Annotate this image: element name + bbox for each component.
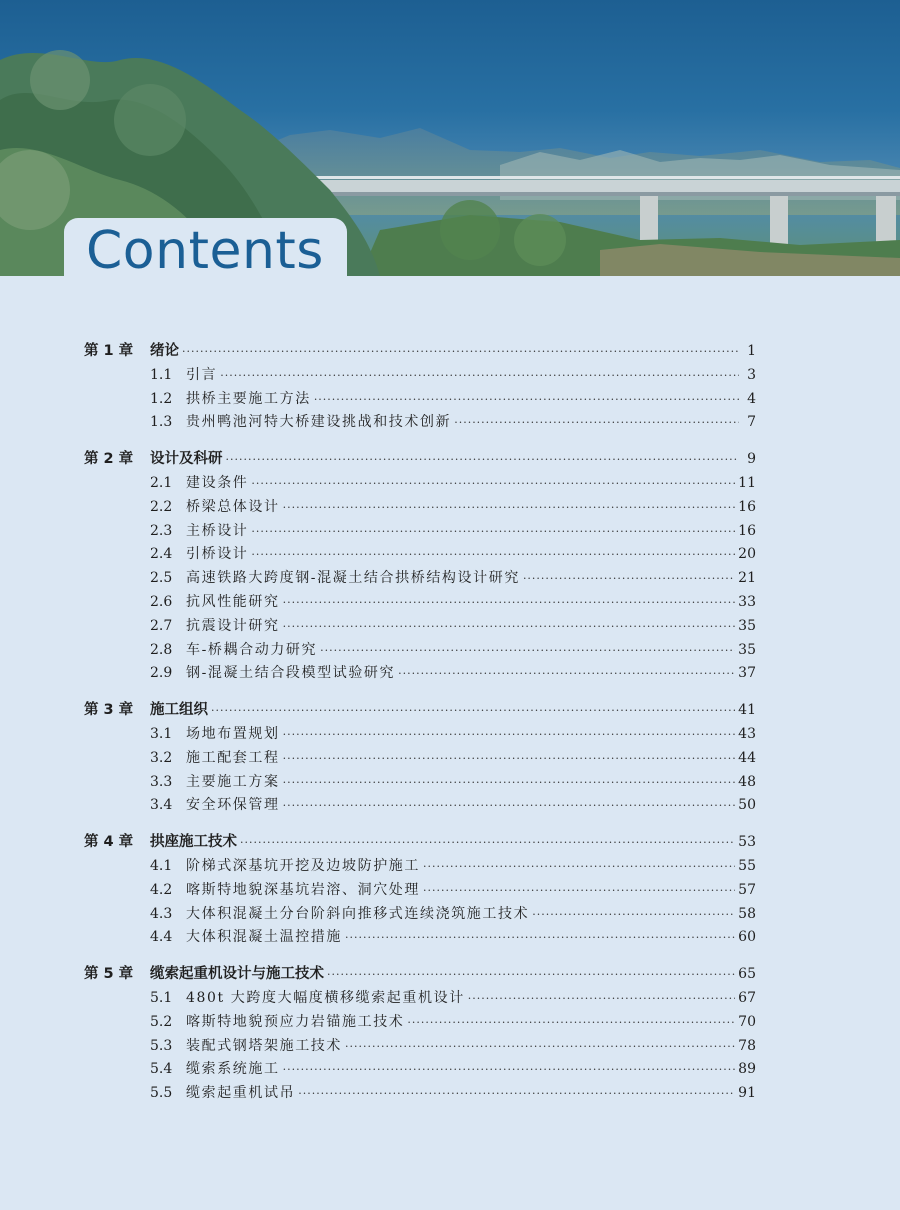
section-number: 5.1 — [150, 989, 173, 1006]
section-title: 桥梁总体设计 — [186, 498, 280, 515]
section-entry[interactable] — [84, 1035, 756, 1059]
section-entry[interactable] — [84, 879, 756, 903]
page-number: 20 — [738, 546, 756, 563]
page-number: 16 — [738, 522, 756, 539]
section-title: 引言 — [186, 366, 218, 383]
section-number: 5.5 — [150, 1085, 173, 1102]
page-number: 11 — [738, 474, 756, 491]
leader-dots — [240, 831, 735, 855]
section-entry[interactable] — [84, 794, 756, 818]
section-entry[interactable] — [84, 747, 756, 771]
section-title: 大体积混凝土分台阶斜向推移式连续浇筑施工技术 — [186, 905, 530, 922]
section-entry[interactable] — [84, 472, 756, 496]
page-number: 89 — [738, 1061, 756, 1078]
leader-dots — [283, 747, 736, 771]
section-entry[interactable] — [84, 771, 756, 795]
chapter-block — [84, 831, 756, 950]
leader-dots — [454, 411, 739, 435]
section-entry[interactable] — [84, 903, 756, 927]
section-entry[interactable] — [84, 543, 756, 567]
page-number: 53 — [738, 834, 756, 851]
chapter-title: 拱座施工技术 — [150, 834, 237, 851]
chapter-label: 第 5 章 — [84, 966, 134, 983]
section-number: 1.1 — [150, 366, 173, 383]
page-number: 41 — [738, 702, 756, 719]
section-entry[interactable] — [84, 615, 756, 639]
section-number: 3.2 — [150, 749, 173, 766]
leader-dots — [532, 903, 735, 927]
header-banner — [0, 0, 900, 276]
chapter-title: 缆索起重机设计与施工技术 — [150, 966, 324, 983]
leader-dots — [283, 496, 736, 520]
page-number: 50 — [738, 797, 756, 814]
page-number: 35 — [738, 641, 756, 658]
section-entry[interactable] — [84, 855, 756, 879]
page-number: 43 — [738, 725, 756, 742]
leader-dots — [407, 1011, 735, 1035]
page-number: 16 — [738, 498, 756, 515]
section-entry[interactable] — [84, 520, 756, 544]
section-number: 3.3 — [150, 773, 173, 790]
leader-dots — [283, 723, 736, 747]
chapter-entry[interactable] — [84, 699, 756, 723]
chapter-label: 第 4 章 — [84, 834, 134, 851]
page-number: 1 — [747, 343, 756, 359]
leader-dots — [220, 364, 739, 388]
leader-dots — [283, 591, 736, 615]
chapter-block — [84, 340, 756, 435]
section-number: 2.6 — [150, 593, 173, 610]
section-number: 5.3 — [150, 1037, 173, 1054]
leader-dots — [398, 662, 735, 686]
section-title: 大体积混凝土温控措施 — [186, 929, 342, 946]
section-title: 贵州鸭池河特大桥建设挑战和技术创新 — [186, 414, 452, 431]
page-number: 65 — [738, 966, 756, 983]
page-number: 57 — [738, 881, 756, 898]
chapter-label: 第 1 章 — [84, 343, 134, 359]
section-number: 3.4 — [150, 797, 173, 814]
leader-dots — [327, 963, 735, 987]
page-number: 33 — [738, 593, 756, 610]
section-title: 车-桥耦合动力研究 — [186, 641, 318, 658]
section-title: 引桥设计 — [186, 546, 249, 563]
section-entry[interactable] — [84, 639, 756, 663]
leader-dots — [283, 794, 736, 818]
page-number: 60 — [738, 929, 756, 946]
section-title: 施工配套工程 — [186, 749, 280, 766]
section-number: 3.1 — [150, 725, 173, 742]
leader-dots — [423, 879, 735, 903]
leader-dots — [251, 520, 735, 544]
page-number: 35 — [738, 617, 756, 634]
section-title: 场地布置规划 — [186, 725, 280, 742]
page-number: 70 — [738, 1013, 756, 1030]
leader-dots — [226, 448, 740, 472]
chapter-entry[interactable] — [84, 831, 756, 855]
section-title: 喀斯特地貌预应力岩锚施工技术 — [186, 1013, 405, 1030]
page-number: 48 — [738, 773, 756, 790]
page-number: 9 — [747, 451, 756, 468]
section-number: 2.5 — [150, 570, 173, 587]
page-number: 44 — [738, 749, 756, 766]
section-title: 钢-混凝土结合段模型试验研究 — [186, 665, 396, 682]
section-title: 缆索起重机试吊 — [186, 1085, 296, 1102]
chapter-title: 绪论 — [150, 343, 179, 359]
leader-dots — [182, 340, 739, 364]
section-title: 抗震设计研究 — [186, 617, 280, 634]
chapter-block — [84, 963, 756, 1106]
section-title: 装配式钢塔架施工技术 — [186, 1037, 342, 1054]
section-number: 1.3 — [150, 414, 173, 431]
page-number: 67 — [738, 989, 756, 1006]
section-entry[interactable] — [84, 388, 756, 412]
section-number: 2.2 — [150, 498, 173, 515]
chapter-title: 施工组织 — [150, 702, 208, 719]
section-entry[interactable] — [84, 591, 756, 615]
section-title: 阶梯式深基坑开挖及边坡防护施工 — [186, 857, 420, 874]
section-title: 抗风性能研究 — [186, 593, 280, 610]
leader-dots — [251, 472, 735, 496]
leader-dots — [523, 567, 735, 591]
section-title: 主要施工方案 — [186, 773, 280, 790]
chapter-label: 第 3 章 — [84, 702, 134, 719]
section-entry[interactable] — [84, 926, 756, 950]
section-title: 建设条件 — [186, 474, 249, 491]
chapter-block — [84, 448, 756, 686]
section-entry[interactable] — [84, 496, 756, 520]
section-number: 4.1 — [150, 857, 173, 874]
section-title: 缆索系统施工 — [186, 1061, 280, 1078]
section-entry[interactable] — [84, 1011, 756, 1035]
leader-dots — [283, 1058, 736, 1082]
section-number: 5.4 — [150, 1061, 173, 1078]
leader-dots — [345, 1035, 735, 1059]
section-title: 主桥设计 — [186, 522, 249, 539]
section-entry[interactable] — [84, 1058, 756, 1082]
leader-dots — [468, 987, 735, 1011]
section-entry[interactable] — [84, 364, 756, 388]
leader-dots — [345, 926, 735, 950]
section-number: 2.9 — [150, 665, 173, 682]
section-number: 2.7 — [150, 617, 173, 634]
section-number: 2.3 — [150, 522, 173, 539]
page-number: 55 — [738, 857, 756, 874]
section-number: 4.2 — [150, 881, 173, 898]
leader-dots — [251, 543, 735, 567]
leader-dots — [423, 855, 735, 879]
page-number: 21 — [738, 570, 756, 587]
page-title: Contents — [86, 221, 324, 276]
leader-dots — [283, 615, 736, 639]
section-number: 1.2 — [150, 390, 173, 407]
chapter-entry[interactable] — [84, 963, 756, 987]
section-number: 2.1 — [150, 474, 173, 491]
leader-dots — [298, 1082, 735, 1106]
section-entry[interactable] — [84, 411, 756, 435]
leader-dots — [320, 639, 735, 663]
chapter-entry[interactable] — [84, 340, 756, 364]
table-of-contents — [84, 340, 756, 1119]
chapter-entry[interactable] — [84, 448, 756, 472]
page-number: 37 — [738, 665, 756, 682]
section-entry[interactable] — [84, 1082, 756, 1106]
section-title: 安全环保管理 — [186, 797, 280, 814]
page-number: 3 — [747, 366, 756, 383]
page-number: 7 — [747, 414, 756, 431]
section-title: 480t 大跨度大幅度横移缆索起重机设计 — [186, 989, 465, 1006]
section-number: 4.3 — [150, 905, 173, 922]
section-number: 4.4 — [150, 929, 173, 946]
section-title: 高速铁路大跨度钢-混凝土结合拱桥结构设计研究 — [186, 570, 520, 587]
leader-dots — [314, 388, 739, 412]
page-number: 78 — [738, 1037, 756, 1054]
section-entry[interactable] — [84, 723, 756, 747]
section-title: 拱桥主要施工方法 — [186, 390, 311, 407]
section-title: 喀斯特地貌深基坑岩溶、洞穴处理 — [186, 881, 420, 898]
section-entry[interactable] — [84, 662, 756, 686]
page-number: 4 — [747, 390, 756, 407]
leader-dots — [211, 699, 735, 723]
page-number: 91 — [738, 1085, 756, 1102]
section-entry[interactable] — [84, 567, 756, 591]
chapter-label: 第 2 章 — [84, 451, 134, 468]
section-number: 5.2 — [150, 1013, 173, 1030]
section-number: 2.8 — [150, 641, 173, 658]
page-number: 58 — [738, 905, 756, 922]
chapter-title: 设计及科研 — [150, 451, 223, 468]
leader-dots — [283, 771, 736, 795]
chapter-block — [84, 699, 756, 818]
section-entry[interactable] — [84, 987, 756, 1011]
section-number: 2.4 — [150, 546, 173, 563]
